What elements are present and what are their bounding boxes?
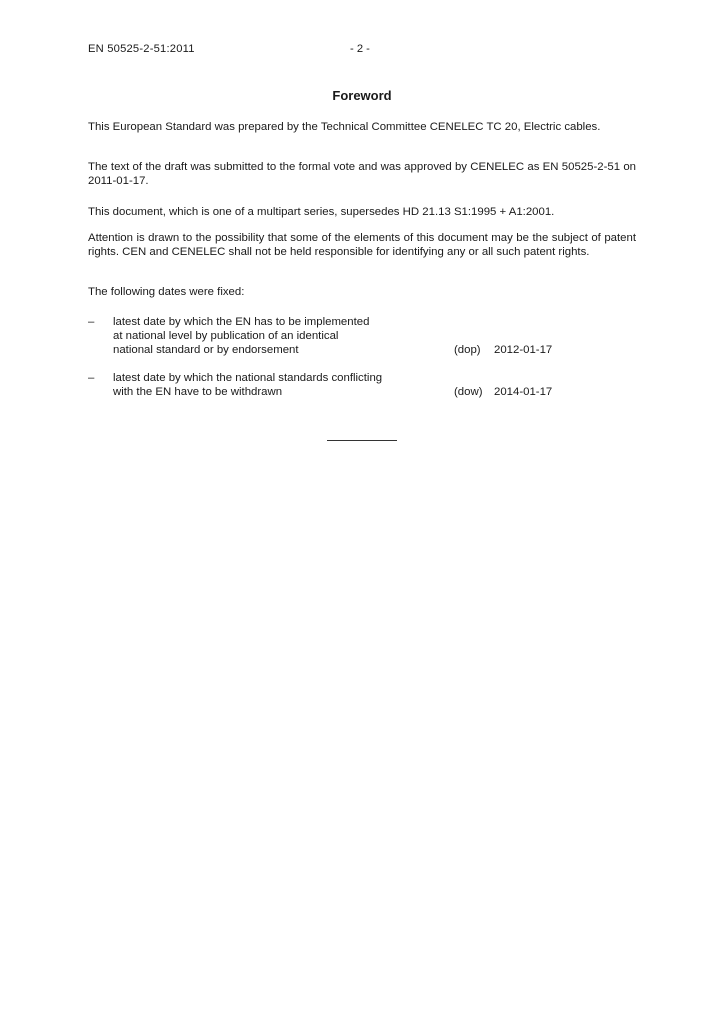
- list-dash: –: [88, 372, 95, 384]
- end-divider: [327, 440, 397, 441]
- list-dash: –: [88, 316, 95, 328]
- date-item-description: latest date by which the EN has to be implemented at national level by publication of an identical national standard or by endorsement: [113, 316, 370, 356]
- page-number: - 2 -: [350, 43, 370, 55]
- date-item-value: 2014-01-17: [494, 386, 553, 398]
- paragraph-prepared-by: This European Standard was prepared by the Technical Committee CENELEC TC 20, Electric cables.: [88, 121, 601, 133]
- paragraph-supersedes: This document, which is one of a multipart series, supersedes HD 21.13 S1:1995 + A1:2001.: [88, 206, 555, 218]
- date-item-code: (dop): [454, 344, 481, 356]
- date-item-code: (dow): [454, 386, 483, 398]
- paragraph-patent-notice: Attention is drawn to the possibility that some of the elements of this document may be the subject of patent rights. CEN and CENELEC shall not be held responsible for identifying any or all such patent rights.: [88, 232, 636, 258]
- paragraph-approval: The text of the draft was submitted to the formal vote and was approved by CENELEC as EN 50525-2-51 on 2011-01-17.: [88, 161, 636, 187]
- paragraph-dates-intro: The following dates were fixed:: [88, 286, 245, 298]
- document-code: EN 50525-2-51:2011: [88, 43, 195, 55]
- date-item-description: latest date by which the national standards conflicting with the EN have to be withdrawn: [113, 372, 383, 398]
- date-item-value: 2012-01-17: [494, 344, 553, 356]
- section-title: Foreword: [332, 88, 392, 103]
